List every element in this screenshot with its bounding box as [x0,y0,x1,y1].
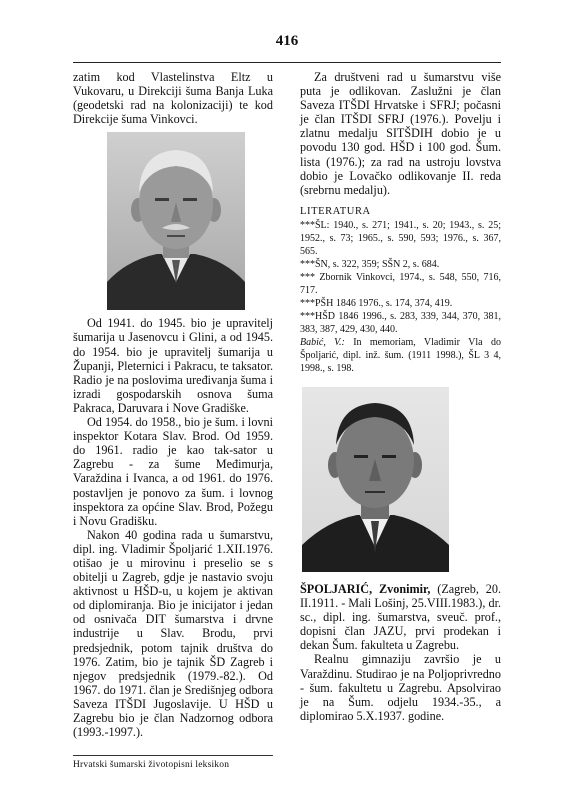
right-para-end: Realnu gimnaziju završio je u Varaždinu. Studirao je na Poljoprivredno - šum. fakultetu u Zagrebu. Apsolvirao je na Šum. odjelu 1934.-35., a diplomirao 5.X.1937. godine. [300,652,501,723]
footer-title: Hrvatski šumarski životopisni leksikon [73,760,230,770]
left-para-2: Od 1954. do 1958., bio je šum. i lovni inspektor Kotara Slav. Brod. Od 1959. do 1961. radio je kao tak-sator u Zagrebu - za šume Međimurja, Varaždina i Ivanca, a od 1961. do 1976. postavljen je ponovo za šum. i lovnog inspektora za općine Slav. Brod, Požegu i Novu Gradišku. [73,415,273,528]
literature-item-text: In memoriam, Vladimir Vla do Špoljarić, dipl. inž. šum. (1911 1998.), ŠL 3 4, 1998., s. 198. [300,336,501,374]
left-column [73,70,273,739]
literature-item: ***PŠH 1846 1976., s. 174, 374, 419. [300,297,453,309]
literature-item: ***HŠD 1846 1996., s. 283, 339, 344, 370, 381, 383, 387, 429, 430, 440. [300,310,501,335]
literature-item-last [300,336,501,375]
entry-details: (Zagreb, 20. II.1911. - Mali Lošinj, 25.VIII.1983.), dr. sc., dipl. ing. šumarstva, sveuč. prof., dopisni član JAZU, prvi prodekan i dekan Šum. fakulteta u Zagrebu. [300,581,501,653]
left-para-top: zatim kod Vlastelinstva Eltz u Vukovaru, u Direkciji šuma Banja Luka (geodetski rad na kolonizaciji) te kod Direkcije šuma Vinkovci. [73,70,273,127]
entry-heading [300,582,501,652]
literature-heading: LITERATURA [300,205,371,217]
page-number: 416 [275,33,299,49]
right-para-top: Za društveni rad u šumarstvu više puta je odlikovan. Zaslužni je član Saveza ITŠDI Hrvatske i SFRJ; počasni je član ITŠDI SFRJ (1976.). Povelju i zlatnu medalju SITŠDIH dobio je u povodu 130 god. HŠD i 100 god. Šum. lista (1976.); za rad na ustroju lovstva dobio je Lovačko odlikovanje II. reda (srebrnu medalju). [300,70,501,197]
portrait-photo-zvonimir [302,387,449,572]
header-rule [73,62,501,63]
literature-item: *** Zbornik Vinkovci, 1974., s. 548, 550, 716, 717. [300,271,501,296]
literature-item: ***ŠL: 1940., s. 271; 1941., s. 20; 1943., s. 25; 1952., s. 73; 1965., s. 590, 593; 1976., s. 367, 565. [300,219,501,257]
left-para-1: Od 1941. do 1945. bio je upravitelj šumarija u Jasenovcu i Glini, a od 1945. do 1954. bio je upravitelj šumarija u Županji, Pleternici i Pakracu, te taksator. Radio je na poslovima uređivanja šuma i izradi gospodarskih osnova šuma Pakraca, Daruvara i Nove Gradiške. [73,316,273,415]
left-para-3: Nakon 40 godina rada u šumarstvu, dipl. ing. Vladimir Špoljarić 1.XII.1976. otišao je u mirovinu i preselio se s obitelji u Zagreb, gdje je nastavio svoju aktivnost u HŠD-u, u kojem je aktivan od diplomiranja. Bio je inicijator i jedan od osnivača DIT šumarstva i drvne industrije u Slav. Brodu, prvi predsjednik, potom tajnik društva do 1976. Zatim, bio je tajnik ŠD Zagreb i njegov predsjednik (1979.-82.). Od 1967. do 1971. član je Središnjeg odbora Saveza ITŠDI Jugoslavije. U HŠD u Zagrebu bio je član Nadzornog odbora (1993.-1997.). [73,527,273,740]
literature-author: Babić, V.: [300,336,345,348]
footer-rule [73,755,273,756]
literature-item: ***ŠN, s. 322, 359; SŠN 2, s. 684. [300,258,440,270]
entry-name: ŠPOLJARIĆ, Zvonimir, [300,581,431,596]
right-column [300,70,501,723]
portrait-photo-vladimir [107,132,245,310]
